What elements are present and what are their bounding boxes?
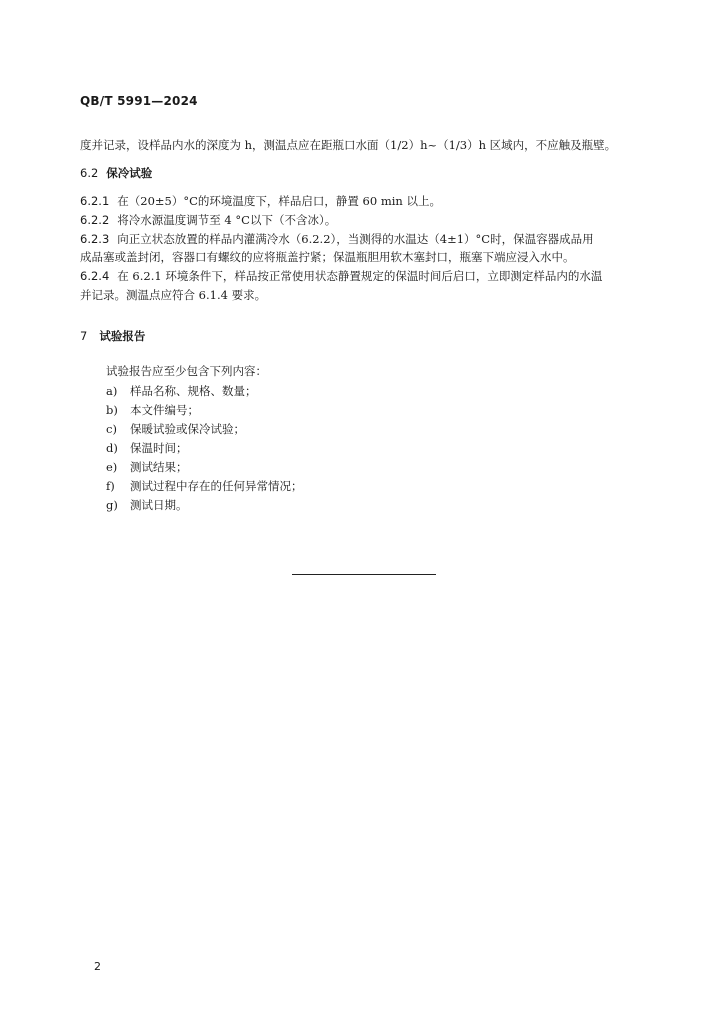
- section-6-2-heading: [80, 165, 152, 181]
- list-item: [106, 440, 188, 456]
- list-marker: d): [106, 441, 118, 455]
- list-item: [106, 402, 199, 418]
- list-item-text: 样品名称、规格、数量；: [130, 384, 257, 398]
- list-marker: f): [106, 479, 115, 493]
- clause-number: 6.2.2: [80, 213, 110, 227]
- clause-6-2-3-continued: 成品塞或盖封闭，容器口有螺纹的应将瓶盖拧紧；保温瓶胆用软木塞封口，瓶塞下端应浸入水中。: [80, 250, 575, 264]
- list-marker: b): [106, 403, 118, 417]
- clause-6-2-3: [80, 231, 594, 247]
- section-title: 保冷试验: [106, 166, 153, 180]
- clause-text: 在 6.2.1 环境条件下，样品按正常使用状态静置规定的保温时间后启口，立即测定样品内的水温: [117, 269, 603, 283]
- clause-text: 将冷水源温度调节至 4 °C以下（不含冰）。: [117, 213, 337, 227]
- page-number: 2: [94, 960, 101, 973]
- section-title: 试验报告: [99, 329, 146, 343]
- list-item-text: 保暖试验或保冷试验；: [130, 422, 245, 436]
- section-number: 6.2: [80, 166, 99, 180]
- continuation-paragraph: 度并记录，设样品内水的深度为 h，测温点应在距瓶口水面（1/2）h~（1/3）h 区域内，不应触及瓶壁。: [80, 138, 617, 152]
- list-item-text: 保温时间；: [130, 441, 188, 455]
- list-item-text: 测试过程中存在的任何异常情况；: [130, 479, 303, 493]
- list-marker: g): [106, 498, 118, 512]
- section-7-heading: [80, 328, 145, 344]
- clause-text: 在（20±5）°C的环境温度下，样品启口，静置 60 min 以上。: [117, 194, 441, 208]
- clause-6-2-4-continued: 并记录。测温点应符合 6.1.4 要求。: [80, 288, 267, 302]
- clause-number: 6.2.1: [80, 194, 110, 208]
- list-item: [106, 497, 188, 513]
- clause-number: 6.2.4: [80, 269, 110, 283]
- list-item-text: 测试结果；: [130, 460, 188, 474]
- clause-number: 6.2.3: [80, 232, 110, 246]
- clause-6-2-4: [80, 268, 602, 284]
- list-item-text: 本文件编号；: [130, 403, 199, 417]
- clause-text: 向正立状态放置的样品内灌满冷水（6.2.2），当测得的水温达（4±1）°C时，保温容器成品用: [117, 232, 594, 246]
- list-item: [106, 421, 245, 437]
- list-item: [106, 383, 257, 399]
- list-item: [106, 478, 303, 494]
- end-of-document-rule: [292, 574, 436, 575]
- clause-6-2-1: [80, 193, 441, 209]
- clause-6-2-2: [80, 212, 336, 228]
- report-intro: 试验报告应至少包含下列内容：: [106, 364, 267, 378]
- section-number: 7: [80, 329, 88, 343]
- list-marker: c): [106, 422, 117, 436]
- standard-code-header: QB/T 5991—2024: [80, 94, 198, 108]
- list-marker: a): [106, 384, 118, 398]
- list-marker: e): [106, 460, 118, 474]
- list-item: [106, 459, 188, 475]
- list-item-text: 测试日期。: [130, 498, 188, 512]
